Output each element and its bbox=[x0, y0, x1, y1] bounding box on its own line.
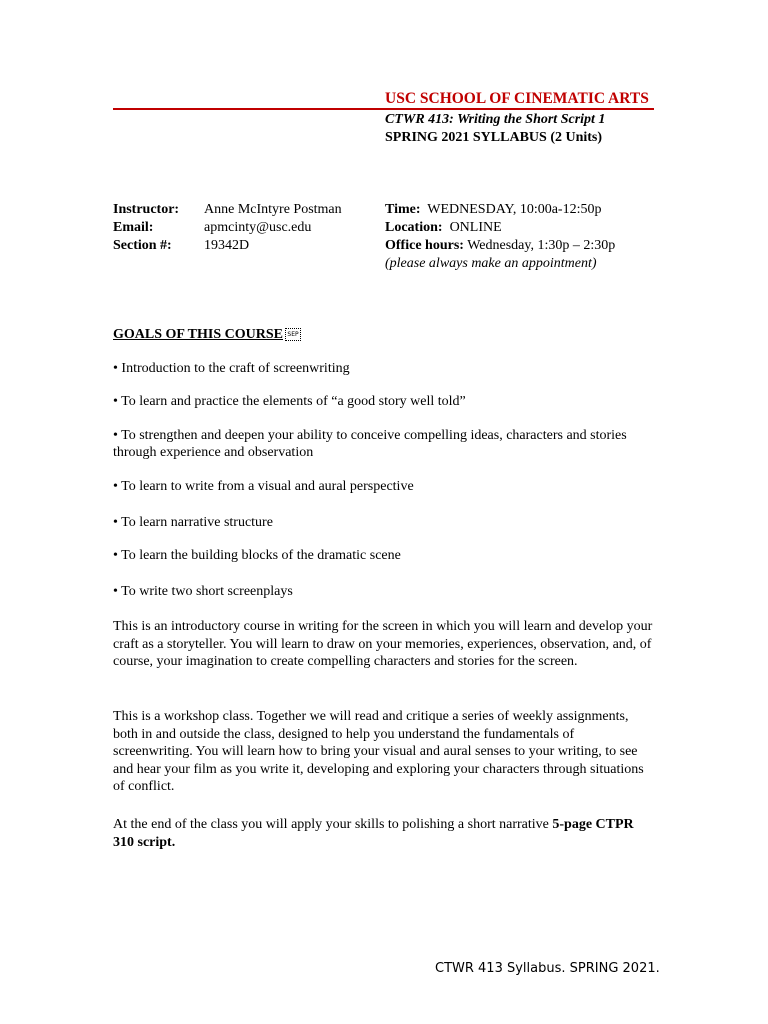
intro-paragraph: This is an introductory course in writing for the screen in which you will learn and develop your craft as a storyteller. You will learn to draw on your memories, experiences, observation, and, of course, your imagination to create compelling characters and stories for the screen. bbox=[113, 619, 653, 669]
goals-heading bbox=[113, 327, 301, 343]
goal-item: • To learn narrative structure bbox=[113, 515, 273, 530]
section-value: 19342D bbox=[204, 238, 250, 253]
instructor-row bbox=[113, 202, 179, 218]
school-name: USC SCHOOL OF CINEMATIC ARTS bbox=[385, 90, 649, 107]
section-row bbox=[113, 238, 172, 254]
location-label: Location: bbox=[385, 220, 443, 235]
sep-glyph-icon: SEP bbox=[285, 328, 301, 341]
final-paragraph-text: At the end of the class you will apply your skills to polishing a short narrative bbox=[113, 817, 553, 832]
office-hours-row bbox=[385, 238, 615, 254]
appointment-note: (please always make an appointment) bbox=[385, 256, 597, 271]
instructor-value: Anne McIntyre Postman bbox=[204, 202, 342, 217]
time-label: Time: bbox=[385, 202, 421, 217]
goal-item: • To learn the building blocks of the dramatic scene bbox=[113, 548, 401, 563]
office-hours-value: Wednesday, 1:30p – 2:30p bbox=[467, 238, 616, 253]
time-row bbox=[385, 202, 602, 218]
location-value: ONLINE bbox=[449, 220, 502, 235]
goal-item: • Introduction to the craft of screenwriting bbox=[113, 361, 350, 376]
syllabus-line: SPRING 2021 SYLLABUS (2 Units) bbox=[385, 130, 603, 145]
workshop-paragraph: This is a workshop class. Together we will read and critique a series of weekly assignments, both in and outside the class, designed to help you understand the fundamentals of screenwriting. You will learn how to bring your visual and aural senses to your writing, to see and hear your film as you write it, developing and exploring your characters through situations of conflict. bbox=[113, 709, 644, 794]
course-title: CTWR 413: Writing the Short Script 1 bbox=[385, 112, 606, 127]
goal-item: • To strengthen and deepen your ability to conceive compelling ideas, characters and stories through experience and observation bbox=[113, 428, 627, 460]
goals-heading-text: GOALS OF THIS COURSE bbox=[113, 327, 283, 342]
email-label: Email: bbox=[113, 220, 154, 235]
section-label: Section #: bbox=[113, 238, 172, 253]
goal-item: • To learn and practice the elements of “a good story well told” bbox=[113, 394, 466, 409]
script-requirement: 5-page CTPR 310 script. bbox=[113, 817, 634, 850]
final-paragraph bbox=[113, 816, 653, 851]
goal-item: • To learn to write from a visual and aural perspective bbox=[113, 479, 414, 494]
office-hours-label: Office hours: bbox=[385, 238, 464, 253]
instructor-label: Instructor: bbox=[113, 202, 180, 217]
email-value[interactable]: apmcinty@usc.edu bbox=[204, 220, 312, 235]
location-row bbox=[385, 220, 502, 236]
header-rule bbox=[113, 108, 654, 110]
page-footer: CTWR 413 Syllabus. SPRING 2021. bbox=[435, 961, 660, 976]
goal-item: • To write two short screenplays bbox=[113, 584, 293, 599]
time-value: WEDNESDAY, 10:00a-12:50p bbox=[427, 202, 602, 217]
email-row bbox=[113, 220, 153, 236]
